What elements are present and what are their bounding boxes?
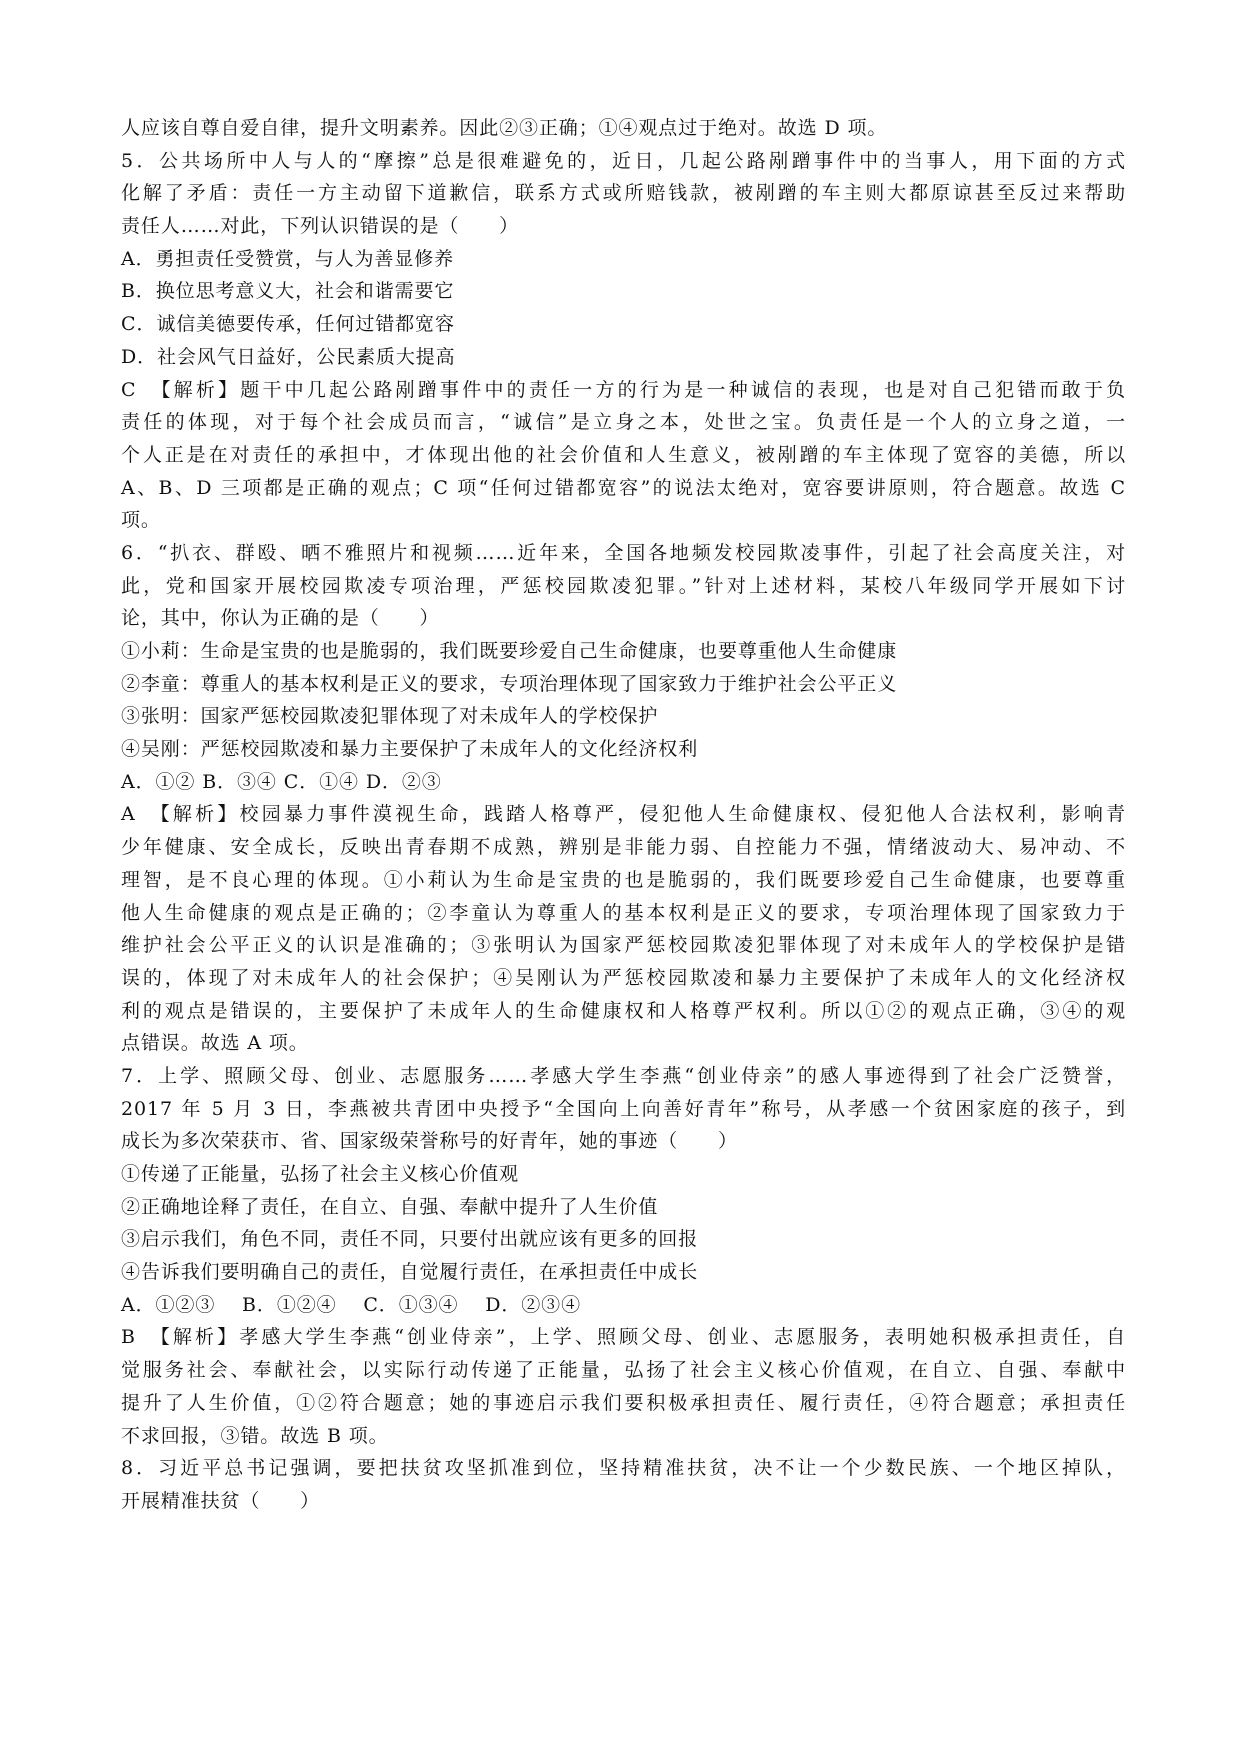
text-line: 利的观点是错误的，主要保护了未成年人的生命健康权和人格尊严权利。所以①②的观点正确，③④的观 bbox=[121, 999, 1126, 1022]
text-line: ①传递了正能量，弘扬了社会主义核心价值观 bbox=[121, 1163, 520, 1185]
text-line: D．社会风气日益好，公民素质大提高 bbox=[121, 345, 456, 368]
text-line: 责任的体现，对于每个社会成员而言，“诚信”是立身之本，处世之宝。负责任是一个人的立身之道，一 bbox=[121, 411, 1126, 434]
text-line: 2017 年 5 月 3 日，李燕被共青团中央授予“全国向上向善好青年”称号，从孝感一个贫困家庭的孩子，到 bbox=[121, 1097, 1126, 1120]
text-line: A．勇担责任受赞赏，与人为善显修养 bbox=[121, 247, 455, 270]
text-line: ④吴刚：严惩校园欺凌和暴力主要保护了未成年人的文化经济权利 bbox=[121, 738, 699, 761]
text-line: 理智，是不良心理的体现。①小莉认为生命是宝贵的也是脆弱的，我们既要珍爱自己生命健康，也要尊重 bbox=[121, 868, 1126, 891]
document-page bbox=[121, 112, 1126, 1518]
text-line: ③张明：国家严惩校园欺凌犯罪体现了对未成年人的学校保护 bbox=[121, 705, 659, 728]
text-line: 人应该自尊自爱自律，提升文明素养。因此②③正确；①④观点过于绝对。故选 D 项。 bbox=[121, 117, 888, 139]
text-line: ①小莉：生命是宝贵的也是脆弱的，我们既要珍爱自己生命健康，也要尊重他人生命健康 bbox=[121, 640, 898, 662]
text-line: 论，其中，你认为正确的是（ ） bbox=[121, 607, 440, 630]
text-line: 此，党和国家开展校园欺凌专项治理，严惩校园欺凌犯罪。”针对上述材料，某校八年级同学开展如下讨 bbox=[121, 574, 1126, 597]
text-line: 少年健康、安全成长，反映出青春期不成熟，辨别是非能力弱、自控能力不强，情绪波动大、易冲动、不 bbox=[121, 836, 1126, 859]
text-line: 误的，体现了对未成年人的社会保护；④吴刚认为严惩校园欺凌和暴力主要保护了未成年人的文化经济权 bbox=[121, 966, 1126, 989]
text-line: A 【解析】校园暴力事件漠视生命，践踏人格尊严，侵犯他人生命健康权、侵犯他人合法权利，影响青 bbox=[121, 803, 1126, 826]
text-line: 觉服务社会、奉献社会，以实际行动传递了正能量，弘扬了社会主义核心价值观，在自立、自强、奉献中 bbox=[121, 1359, 1126, 1382]
text-line: 8．习近平总书记强调，要把扶贫攻坚抓准到位，坚持精准扶贫，决不让一个少数民族、一个地区掉队， bbox=[121, 1457, 1126, 1480]
text-line: 个人正是在对责任的承担中，才体现出他的社会价值和人生意义，被剐蹭的车主体现了宽容的美德，所以 bbox=[121, 443, 1126, 466]
text-line: B．换位思考意义大，社会和谐需要它 bbox=[121, 280, 455, 303]
text-line: 化解了矛盾：责任一方主动留下道歉信，联系方式或所赔钱款，被剐蹭的车主则大都原谅甚至反过来帮助 bbox=[121, 182, 1126, 205]
text-line: 点错误。故选 A 项。 bbox=[121, 1032, 309, 1055]
text-line: 维护社会公平正义的认识是准确的；③张明认为国家严惩校园欺凌犯罪体现了对未成年人的学校保护是错 bbox=[121, 934, 1126, 957]
text-line: 提升了人生价值，①②符合题意；她的事迹启示我们要积极承担责任、履行责任，④符合题意；承担责任 bbox=[121, 1391, 1126, 1414]
text-line: A．①② B．③④ C．①④ D．②③ bbox=[121, 770, 442, 793]
text-line: 他人生命健康的观点是正确的；②李童认为尊重人的基本权利是正义的要求，专项治理体现了国家致力于 bbox=[121, 901, 1126, 924]
text-line: ③启示我们，角色不同，责任不同，只要付出就应该有更多的回报 bbox=[121, 1228, 699, 1251]
text-line: 项。 bbox=[121, 509, 161, 532]
text-line: C 【解析】题干中几起公路剐蹭事件中的责任一方的行为是一种诚信的表现，也是对自己犯错而敢于负 bbox=[121, 378, 1126, 401]
text-line: 成长为多次荣获市、省、国家级荣誉称号的好青年，她的事迹（ ） bbox=[121, 1130, 738, 1153]
text-line: B 【解析】孝感大学生李燕“创业侍亲”，上学、照顾父母、创业、志愿服务，表明她积极承担责任，自 bbox=[121, 1326, 1126, 1349]
text-line: 开展精准扶贫（ ） bbox=[121, 1489, 321, 1512]
text-line: 7．上学、照顾父母、创业、志愿服务……孝感大学生李燕“创业侍亲”的感人事迹得到了社会广泛赞誉， bbox=[121, 1064, 1126, 1087]
text-line: 5．公共场所中人与人的“摩擦”总是很难避免的，近日，几起公路剐蹭事件中的当事人，用下面的方式 bbox=[121, 149, 1126, 172]
text-line: 不求回报，③错。故选 B 项。 bbox=[121, 1424, 389, 1447]
text-line: 责任人……对此，下列认识错误的是（ ） bbox=[121, 215, 520, 238]
text-line: C．诚信美德要传承，任何过错都宽容 bbox=[121, 313, 455, 336]
text-line: ④告诉我们要明确自己的责任，自觉履行责任，在承担责任中成长 bbox=[121, 1261, 699, 1284]
text-line: 6．“扒衣、群殴、晒不雅照片和视频……近年来，全国各地频发校园欺凌事件，引起了社会高度关注，对 bbox=[121, 541, 1126, 564]
text-line: A．①②③ B．①②④ C．①③④ D．②③④ bbox=[121, 1293, 581, 1316]
text-line: A、B、D 三项都是正确的观点；C 项“任何过错都宽容”的说法太绝对，宽容要讲原则，符合题意。故选 C bbox=[121, 476, 1126, 499]
text-line: ②正确地诠释了责任，在自立、自强、奉献中提升了人生价值 bbox=[121, 1195, 659, 1218]
text-line: ②李童：尊重人的基本权利是正义的要求，专项治理体现了国家致力于维护社会公平正义 bbox=[121, 672, 898, 695]
